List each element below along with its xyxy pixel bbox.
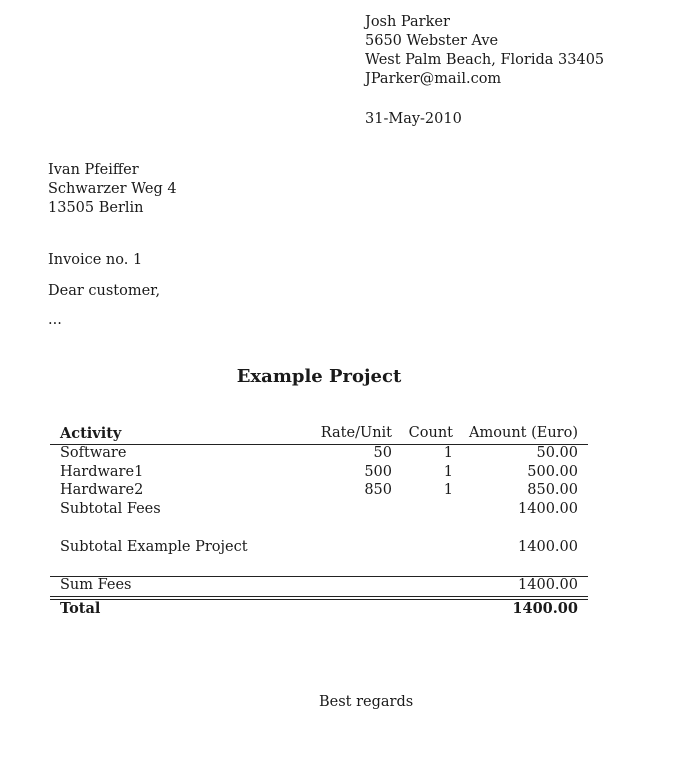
header-count: Count (408, 425, 453, 441)
subtotal-fees-amount: 1400.00 (518, 501, 578, 517)
invoice-table (50, 424, 588, 619)
header-amount: Amount (Euro) (469, 425, 578, 441)
row-activity: Hardware1 (60, 464, 144, 480)
recipient-address (48, 161, 177, 218)
body-ellipsis: ... (48, 312, 62, 328)
header-rule (50, 444, 588, 445)
subtotal-fees-label: Subtotal Fees (60, 501, 161, 517)
row-amount: 500.00 (527, 464, 578, 480)
row-activity: Software (60, 445, 127, 461)
row-count: 1 (443, 464, 453, 480)
total-amount: 1400.00 (512, 600, 578, 617)
total-rule-top (50, 596, 588, 597)
recipient-city: 13505 Berlin (48, 200, 144, 216)
project-title: Example Project (236, 366, 402, 387)
row-count: 1 (443, 482, 453, 498)
sum-fees-amount: 1400.00 (518, 577, 578, 593)
sender-city: West Palm Beach, Florida 33405 (365, 52, 605, 68)
invoice-number: Invoice no. 1 (48, 252, 143, 268)
closing: Best regards (319, 694, 414, 710)
sender-email: JParker@mail.com (365, 71, 502, 87)
recipient-street: Schwarzer Weg 4 (48, 181, 177, 197)
greeting: Dear customer, (48, 283, 161, 299)
header-rate: Rate/Unit (320, 425, 392, 441)
subtotal-project-amount: 1400.00 (518, 539, 578, 555)
sender-street: 5650 Webster Ave (365, 33, 499, 49)
row-rate: 50 (373, 445, 392, 461)
subtotal-project-label: Subtotal Example Project (60, 539, 248, 555)
row-count: 1 (443, 445, 453, 461)
row-amount: 50.00 (536, 445, 578, 461)
sender-address (365, 13, 604, 89)
row-rate: 850 (364, 482, 392, 498)
row-activity: Hardware2 (60, 482, 144, 498)
row-rate: 500 (364, 464, 392, 480)
recipient-name: Ivan Pfeiffer (48, 162, 139, 178)
invoice-date: 31-May-2010 (365, 111, 462, 127)
total-label: Total (60, 600, 101, 617)
sum-fees-label: Sum Fees (60, 577, 132, 593)
total-rule-bottom (50, 599, 588, 600)
header-activity: Activity (60, 425, 122, 442)
sender-name: Josh Parker (365, 14, 450, 30)
row-amount: 850.00 (527, 482, 578, 498)
